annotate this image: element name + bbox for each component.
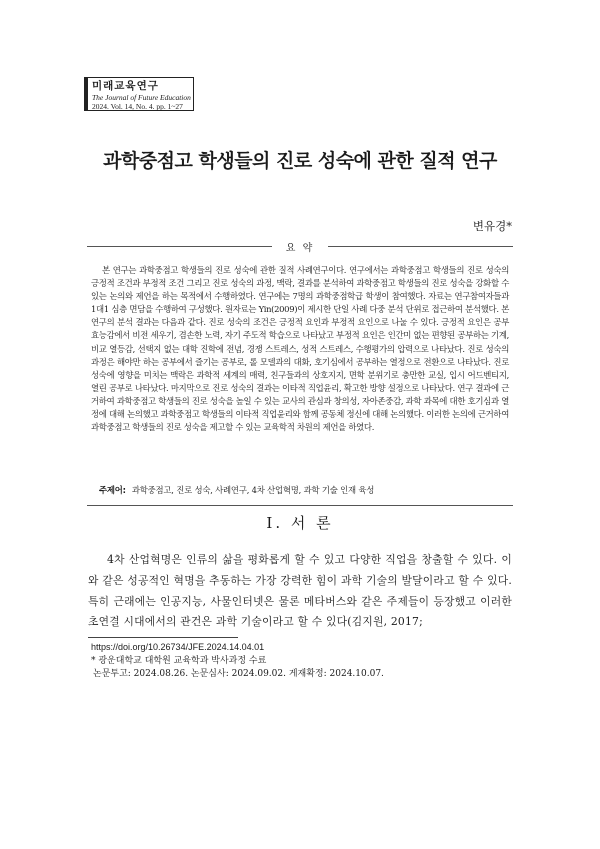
abstract-heading-label: 요 약 bbox=[285, 243, 315, 254]
keywords-list: 과학중점고, 진로 성숙, 사례연구, 4차 산업혁명, 과학 기술 인재 육성 bbox=[131, 485, 375, 495]
keywords bbox=[99, 484, 509, 496]
journal-header bbox=[84, 77, 194, 111]
submission-dates: 논문투고: 2024.08.26. 논문심사: 2024.09.02. 게재확정: 2024.10.07. bbox=[93, 669, 384, 679]
abstract-rule-right bbox=[328, 246, 513, 247]
keywords-label: 주제어: bbox=[99, 485, 126, 495]
journal-english-name: The Journal of Future Education bbox=[92, 93, 191, 102]
journal-volume: 2024. Vol. 14, No. 4. pp. 1~27 bbox=[92, 102, 183, 111]
body-paragraph: 4차 산업혁명은 인류의 삶을 평화롭게 할 수 있고 다양한 직업을 창출할 수 있다. 이와 같은 성공적인 혁명을 추동하는 가장 강력한 힘이 과학 기술의 발달이라고 할 수 있다. 특히 근래에는 인공지능, 사물인터넷은 물론 메타버스와 같은 주제들이 등장했고 이러한 초연결 시대에서의 관건은 과학 기술이라고 할 수 있다(김지원, 2017; bbox=[88, 553, 512, 629]
section-title: Ⅰ. 서 론 bbox=[266, 514, 334, 532]
abstract-text: 본 연구는 과학중점고 학생들의 진로 성숙에 관한 질적 사례연구이다. 연구에서는 과학중점고 학생들의 진로 성숙의 긍정적 조건과 부정적 조건 그리고 진로 성숙의 과정, 맥락, 결과를 분석하여 과학중점고 학생들의 진로 성숙을 강화할 수 있는 논의와 제언을 하는 목적에서 수행하였다. 연구에는 7명의 과학중점학급 학생이 참여했다. 자료는 연구참여자들과 1대1 심층 면담을 수행하여 구성했다. 원자료는 Yin(2009)이 제시한 단일 사례 다중 분석 단위로 접근하여 분석했다. 본 연구의 분석 결과는 다음과 같다. 진로 성숙의 조건은 긍정적 요인과 부정적 요인으로 나눌 수 있다. 긍정적 요인은 공부 효능감에서 비전 세우기, 겸손한 노력, 자기 주도적 학습으로 나타났고 부정적 요인은 인간미 없는 편향된 공부하는 기계, 비교 열등감, 선택지 없는 대학 진학에 전념, 경쟁 스트레스, 성적 스트레스, 수행평가의 압력으로 나타났다. 진로 성숙의 과정은 해야만 하는 공부에서 즐기는 공부로, 롤 모델과의 대화, 호기심에서 공부하는 열정으로 전환으로 나타났다. 진로 성숙에 영향을 미치는 맥락은 과학적 세계의 매력, 친구들과의 상호지지, 면학 분위기로 충만한 교실, 입시 어드벤티지, 열린 공부로 나타났다. 마지막으로 진로 성숙의 결과는 이타적 직업윤리, 확고한 방향 설정으로 나타났다. 연구 결과에 근거하여 과학중점고 학생들의 진로 성숙을 높일 수 있는 교사의 관심과 창의성, 자아존중감, 과학 과목에 대한 호기심과 열정에 대해 논의했고 과학중점고 학생들의 이타적 직업윤리와 함께 공동체 정신에 대해 논의했다. 이러한 논의에 근거하여 과학중점고 학생들의 진로 성숙을 제고할 수 있는 교육학적 차원의 제언을 하였다. bbox=[91, 265, 509, 433]
footnote-rule bbox=[88, 637, 238, 638]
doi-link[interactable]: https://doi.org/10.26734/JFE.2024.14.04.01 bbox=[91, 642, 265, 652]
footnotes bbox=[91, 641, 511, 682]
author-affiliation: * 광운대학교 대학원 교육학과 박사과정 수료 bbox=[91, 655, 267, 666]
journal-name: 미래교육연구 bbox=[92, 80, 159, 92]
author-name: 변유경* bbox=[472, 219, 512, 233]
paper-title: 과학중점고 학생들의 진로 성숙에 관한 질적 연구 bbox=[103, 150, 497, 172]
abstract-bottom-rule bbox=[87, 505, 513, 506]
abstract-heading bbox=[87, 240, 513, 252]
